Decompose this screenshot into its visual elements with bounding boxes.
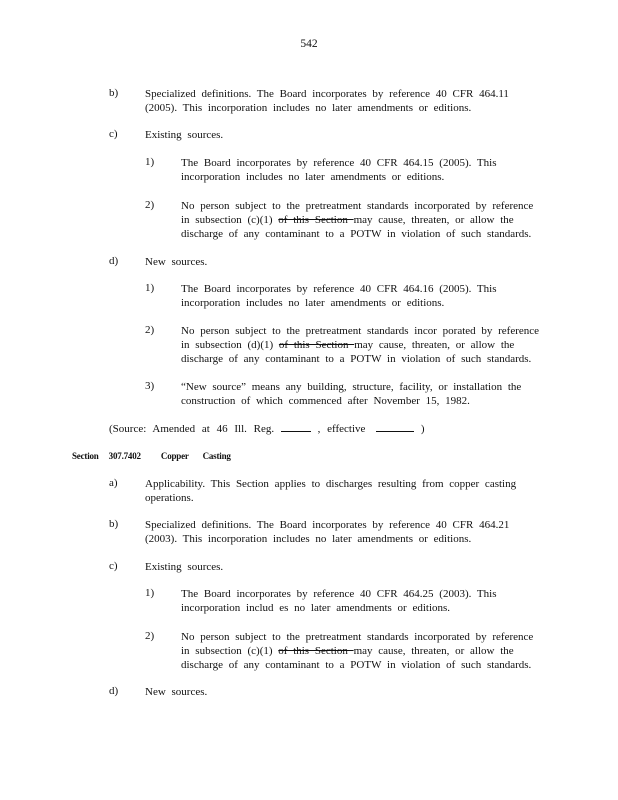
struck-text: of this Section xyxy=(278,214,354,226)
text-span: may cause, threaten, or allow the xyxy=(353,645,514,657)
paragraph-c-heading: Existing sources. xyxy=(145,129,224,141)
section2-marker-b: b) xyxy=(109,518,119,530)
paragraph-c1 xyxy=(181,156,496,184)
paragraph-d1 xyxy=(181,282,499,310)
page-number: 542 xyxy=(300,38,318,50)
text-line: Applicability. This Section applies to discharges resulting from copper casting xyxy=(145,478,517,490)
section2-marker-c: c) xyxy=(109,560,118,572)
text-span: in subsection (d)(1) xyxy=(181,339,279,351)
source-note-part3: ) xyxy=(420,423,425,435)
text-line: incorporation includes no later amendments or editions. xyxy=(181,171,445,183)
section-title: Copper Casting xyxy=(160,451,231,461)
text-line: No person subject to the pretreatment standards incorporated by reference xyxy=(181,631,534,643)
item-marker-c: c) xyxy=(109,128,118,140)
section-label: Section xyxy=(72,451,99,461)
struck-text: of this Section xyxy=(278,339,355,351)
text-line: discharge of any contaminant to a POTW in violation of such standards. xyxy=(181,353,532,365)
subitem-marker-d1: 1) xyxy=(145,282,155,294)
source-note xyxy=(109,421,425,436)
paragraph-b-definitions xyxy=(145,87,515,115)
text-line: discharge of any contaminant to a POTW in violation of such standards. xyxy=(181,228,532,240)
text-span: may cause, threaten, or allow the xyxy=(354,339,515,351)
subitem-marker-c1: 1) xyxy=(145,156,155,168)
item-marker-b: b) xyxy=(109,87,119,99)
source-note-part2: , effective xyxy=(317,423,366,435)
source-note-part1: (Source: Amended at 46 Ill. Reg. xyxy=(109,423,275,435)
text-line: incorporation includ es no later amendments or editions. xyxy=(181,602,451,614)
text-line: No person subject to the pretreatment standards incorporated by reference xyxy=(181,200,534,212)
section-number: 307.7402 xyxy=(108,451,141,461)
text-line: The Board incorporates by reference 40 CFR 464.15 (2005). This xyxy=(181,157,497,169)
text-line: construction of which commenced after November 15, 1982. xyxy=(181,395,470,407)
section2-marker-a: a) xyxy=(109,477,118,489)
text-line: operations. xyxy=(145,492,194,504)
text-line: “New source” means any building, structure, facility, or installation the xyxy=(181,381,522,393)
section-heading xyxy=(72,451,231,461)
register-blank xyxy=(281,421,311,432)
text-line xyxy=(181,644,528,658)
struck-text: of this Section xyxy=(278,645,354,657)
text-line: incorporation includes no later amendments or editions. xyxy=(181,297,445,309)
paragraph-c2 xyxy=(181,199,534,241)
text-span: may cause, threaten, or allow the xyxy=(353,214,514,226)
text-line: (2005). This incorporation includes no later amendments or editions. xyxy=(145,102,472,114)
text-line xyxy=(181,338,528,352)
subitem-marker-c2: 2) xyxy=(145,199,155,211)
text-line: (2003). This incorporation includes no later amendments or editions. xyxy=(145,533,472,545)
section2-paragraph-c2 xyxy=(181,630,534,672)
subitem-marker-d3: 3) xyxy=(145,380,155,392)
section2-paragraph-d-heading: New sources. xyxy=(145,686,208,698)
text-line: Specialized definitions. The Board incorporates by reference 40 CFR 464.11 xyxy=(145,88,509,100)
section2-paragraph-c-heading: Existing sources. xyxy=(145,561,224,573)
paragraph-d3 xyxy=(181,380,523,408)
text-line: No person subject to the pretreatment standards incor porated by reference xyxy=(181,325,540,337)
paragraph-d2 xyxy=(181,324,540,366)
paragraph-d-heading: New sources. xyxy=(145,256,208,268)
subitem-marker-d2: 2) xyxy=(145,324,155,336)
effective-date-blank xyxy=(376,421,414,432)
section2-marker-d: d) xyxy=(109,685,119,697)
text-line xyxy=(181,213,528,227)
text-line: The Board incorporates by reference 40 CFR 464.25 (2003). This xyxy=(181,588,497,600)
section2-paragraph-a xyxy=(145,477,521,505)
section2-paragraph-c1 xyxy=(181,587,499,615)
section2-subitem-marker-c1: 1) xyxy=(145,587,155,599)
text-line: Specialized definitions. The Board incorporates by reference 40 CFR 464.21 xyxy=(145,519,510,531)
text-span: in subsection (c)(1) xyxy=(181,645,279,657)
item-marker-d: d) xyxy=(109,255,119,267)
text-span: in subsection (c)(1) xyxy=(181,214,279,226)
section2-paragraph-b xyxy=(145,518,515,546)
section2-subitem-marker-c2: 2) xyxy=(145,630,155,642)
text-line: discharge of any contaminant to a POTW in violation of such standards. xyxy=(181,659,532,671)
text-line: The Board incorporates by reference 40 CFR 464.16 (2005). This xyxy=(181,283,497,295)
